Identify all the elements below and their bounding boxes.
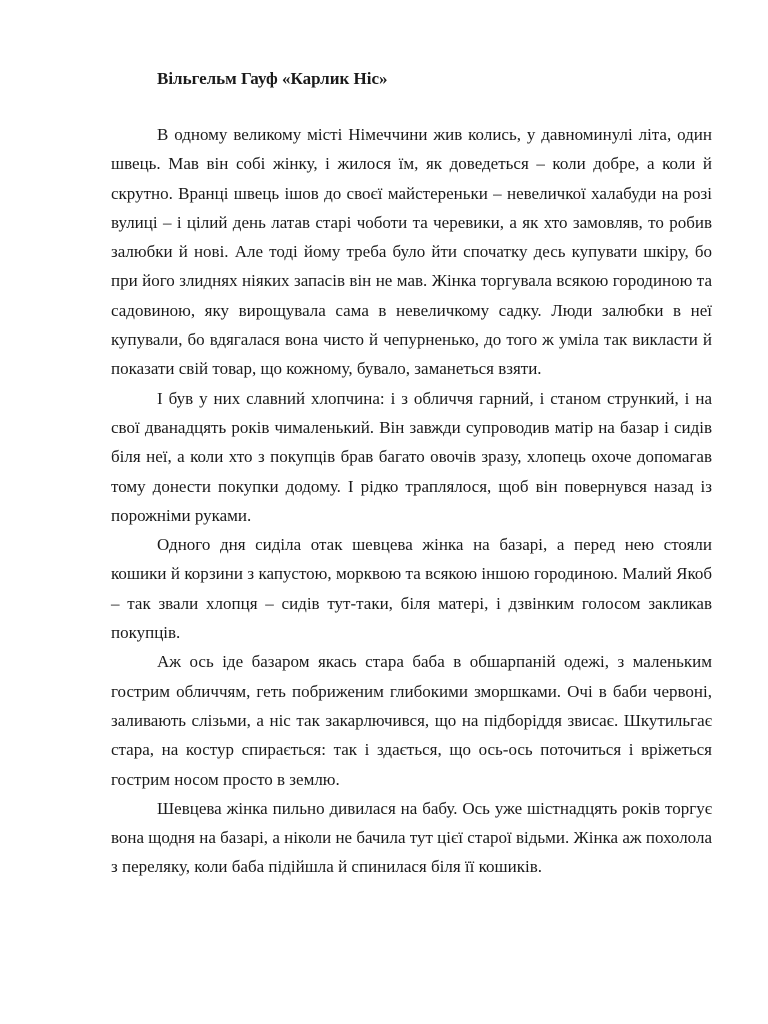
paragraph-5: Шевцева жінка пильно дивилася на бабу. Ось уже шістнадцять років торгує вона щодня на базарі, а ніколи не бачила тут цієї старої відьми. Жінка аж похолола з переляку, коли баба підійшла й спинилася біля її кошиків. bbox=[111, 798, 712, 877]
document-title: Вільгельм Гауф «Карлик Ніс» bbox=[157, 69, 388, 88]
paragraph-1: В одному великому місті Німеччини жив колись, у давноминулі літа, один швець. Мав він собі жінку, і жилося їм, як доведеться – коли добре, а коли й скрутно. Вранці швець ішов до своєї майстереньки – невеличкої халабуди на розі вулиці – і цілий день латав старі чоботи та черевики, а як хто замовляв, то робив залюбки й нові. Але тоді йому треба було йти спочатку десь купувати шкіру, бо при його злиднях ніяких запасів він не мав. Жінка торгувала всякою городиною та садовиною, яку вирощувала сама в невеличкому садку. Люди залюбки в неї купували, бо вдягалася вона чисто й чепурненько, до того ж уміла так викласти й показати свій товар, що кожному, бувало, заманеться взяти. bbox=[111, 125, 712, 379]
paragraph-3: Одного дня сиділа отак шевцева жінка на базарі, а перед нею стояли кошики й корзини з капустою, морквою та всякою іншою городиною. Малий Якоб – так звали хлопця – сидів тут-таки, біля матері, і дзвінким голосом закликав покупців. bbox=[111, 535, 712, 643]
paragraph-2: І був у них славний хлопчина: і з обличчя гарний, і станом стрункий, і на свої дванадцять років чималенький. Він завжди супроводив матір на базар і сидів біля неї, а коли хто з покупців брав багато овочів зразу, хлопець охоче допомагав тому донести покупки додому. І рідко траплялося, щоб він повернувся назад із порожніми руками. bbox=[111, 388, 712, 525]
paragraph-4: Аж ось іде базаром якась стара баба в обшарпаній одежі, з маленьким гострим обличчям, геть побриженим глибокими зморшками. Очі в баби червоні, заливають слізьми, а ніс так закарлючився, що на підборіддя звисає. Шкутильгає стара, на костур спирається: так і здається, що ось-ось поточиться і вріжеться гострим носом просто в землю. bbox=[111, 652, 712, 789]
document-page bbox=[111, 64, 712, 882]
